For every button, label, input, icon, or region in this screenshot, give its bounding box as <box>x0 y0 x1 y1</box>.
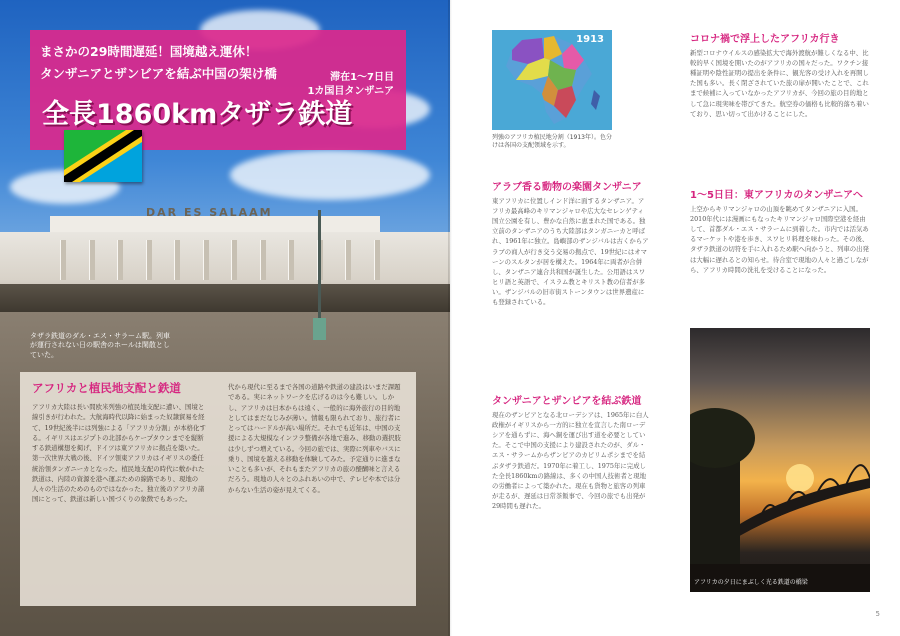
intro-text-box <box>20 372 416 606</box>
section-heading: コロナ禍で浮上したアフリカ行き <box>690 34 840 45</box>
tanzania-flag-icon <box>64 130 142 182</box>
body-column: 東アフリカに位置しインド洋に面するタンザニア。アフリカ最高峰のキリマンジャロや広大なセレンゲティ国立公園を有し、豊かな自然に恵まれた国である。独立前のタンザニアのうち大陸部はタンガニーカと呼ばれ、1961年に独立。島嶼部のザンジバルは古くからアラブの商人が行き交う交易の拠点で、19世紀にはオマーンのスルタンが居を構えた。1964年に両者が合併し、タンザニア連合共和国が誕生した。公用語はスワヒリ語と英語で、イスラム教とキリスト教の信者が多い。ザンジバルの旧市街ストーンタウンは世界遺産にも登録されている。 <box>492 197 649 307</box>
title-subline-1: まさかの29時間遅延！国境越え運休！ <box>40 44 258 59</box>
stay-country: 1カ国目タンザニア <box>307 86 394 97</box>
stay-days: 滞在1〜7日目 <box>330 72 394 83</box>
map-caption: 列強のアフリカ植民地分割（1913年）。色分けは各国の支配領域を示す。 <box>492 134 612 150</box>
body-column: 新型コロナウイルスの感染拡大で海外渡航が難しくなる中、比較的早く国境を開いたのがアフリカの国々だった。ワクチン接種証明や陰性証明の提出を条件に、観光客の受け入れを再開した国も多い。長く閉ざされていた旅の扉が開いたことで、これまで候補に入っていなかったアフリカが、今回の旅の目的地として急に現実味を帯びてきた。航空券の価格も比較的落ち着いており、思い切って出かけることにした。 <box>690 49 869 118</box>
photo-caption: アフリカの夕日にまぶしく光る鉄道の橋梁 <box>694 579 808 586</box>
station-arcade <box>0 284 450 314</box>
body-column: 現在のザンビアとなる北ローデシアは、1965年に白人政権がイギリスから一方的に独立を宣言した南ローデシアを通らずに、海へ銅を運び出す道を必要としていた。そこで中国の支援により建設されたのが、ダル・エス・サラームからザンビアのカピリムポシまでを結ぶタザラ鉄道だ。1970年に着工し、1975年に完成した全長1860kmの路線は、多くの中国人技術者と現地の労働者によって築かれた。現在も貨物と旅客の列車が走るが、遅延は日常茶飯事で、今回の旅でも出発が29時間も遅れた。 <box>492 411 649 510</box>
section-heading: タンザニアとザンビアを結ぶ鉄道 <box>492 396 642 407</box>
sunset-bridge-photo <box>690 328 870 592</box>
station-pillars <box>60 240 380 280</box>
lamp-post <box>318 210 321 330</box>
section-heading: アラブ香る動物の楽園タンザニア <box>492 182 642 193</box>
body-column: 上空からキリマンジャロの山頂を眺めてタンザニアに入国。2010年代には漫画にもなったキリマンジャロ国際空港を経由して、首都ダル・エス・サラームに到着した。市内では活気あるマーケットや港を歩き、スワヒリ料理を味わった。その後、タザラ鉄道の切符を手に入れるため駅へ向かうと、列車の出発は大幅に遅れるとの知らせ。待合室で現地の人々と過ごしながら、アフリカ時間の洗礼を受けることになった。 <box>690 205 869 274</box>
photo-caption: タザラ鉄道のダル・エス・サラーム駅。列車が運行されない日の駅舎のホールは閑散としていた。 <box>30 332 170 359</box>
station-sign: DAR ES SALAAM <box>146 206 273 219</box>
lamp-base <box>313 318 326 340</box>
africa-map-icon <box>492 30 612 130</box>
right-page <box>452 0 900 636</box>
title-subline-2: タンザニアとザンビアを結ぶ中国の架け橋 <box>40 66 277 81</box>
sky-cloud <box>230 150 430 200</box>
page-title: 全長1860kmタザラ鉄道 <box>42 99 353 130</box>
section-heading: 1〜5日目：東アフリカのタンザニアへ <box>690 190 863 201</box>
body-column-2: 代から現代に至るまで各国の道路や鉄道の建設はいまだ課題である。実にネットワークを広げるのは今も難しい。しかし、アフリカは日本からは遠く、一般的に海外旅行の目的地としてはまだなじみが薄い。情報も限られており、旅行者にとってはハードルが高い場所だ。それでも近年は、中国の支援による大規模なインフラ整備が各地で進み、移動の選択肢は少しずつ増えている。今回の旅では、実際に列車やバスに乗り、国境を越える移動を体験してみた。予定通りに進まないことも多いが、それもまたアフリカの旅の醍醐味と言えるだろう。現地の人々とのふれあいの中で、テレビや本では分からない生活の姿が見えてくる。 <box>228 383 401 494</box>
body-column-1: アフリカ大陸は長い間欧米列強の植民地支配に遭い、国境と線引きが行われた。大航海時代以降に始まった奴隷貿易を経て、19世紀後半には列強による「アフリカ分割」が本格化する。イギリスはエジプトの北部からケープタウンまでを縦断する鉄道構想を掲げ、ドイツは東アフリカに拠点を築いた。第一次世界大戦の後、ドイツ領東アフリカはイギリスの委任統治領タンガニーカとなった。植民地支配の時代に敷かれた鉄道は、内陸の資源を港へ運ぶための線路であり、現地の人々の生活のためのものではなかった。独立後のアフリカ諸国にとって、鉄道は新しい国づくりの象徴でもあった。 <box>32 403 206 504</box>
page-number: 5 <box>875 610 880 618</box>
section-heading: アフリカと植民地支配と鉄道 <box>32 381 181 395</box>
map-year: 1913 <box>576 34 604 45</box>
